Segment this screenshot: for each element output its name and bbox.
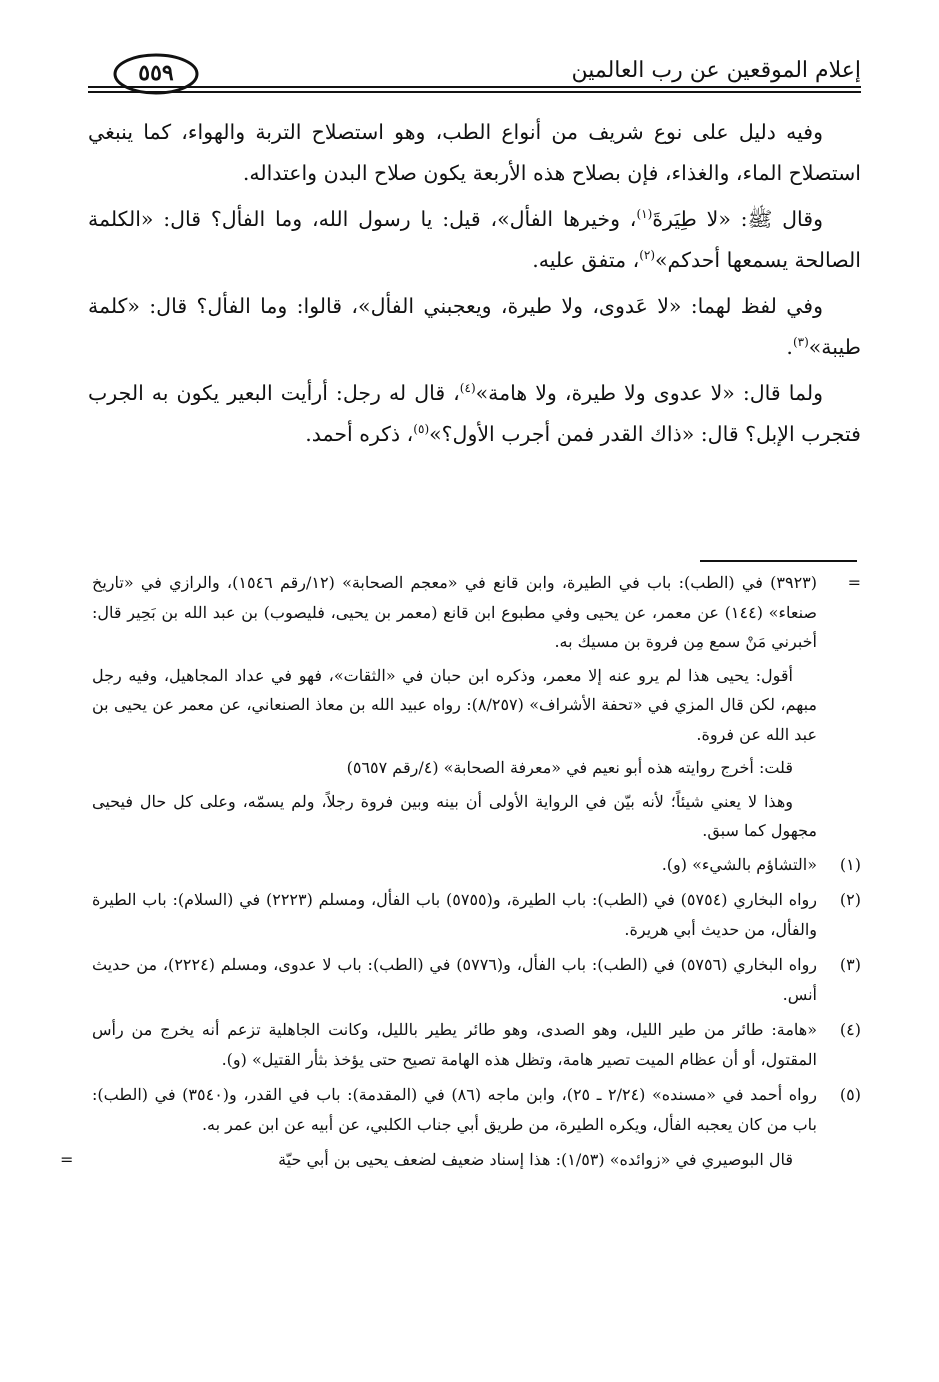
footnotes bbox=[60, 568, 861, 1179]
footnote-number: (١) bbox=[839, 854, 861, 874]
footnote-text: رواه البخاري (٥٧٥٦) في (الطب): باب الفأل، و(٥٧٧٦) في (الطب): باب لا عدوى، ومسلم (٢٢٢٤)، من حديث أنس. bbox=[92, 955, 818, 1004]
footnote-text: «التشاؤم بالشيء» (و). bbox=[661, 854, 817, 874]
footnote-number: (٣) bbox=[839, 955, 861, 974]
footnote-item bbox=[92, 885, 861, 944]
running-header-title: إعلام الموقعين عن رب العالمين bbox=[571, 58, 861, 83]
footnote-number: (٤) bbox=[839, 1020, 861, 1039]
footnote-item bbox=[92, 950, 861, 1009]
footnote-final-line bbox=[60, 1145, 861, 1175]
footnote-comment: أقول: يحيى هذا لم يرو عنه إلا معمر، وذكره ابن حبان في «الثقات»، فهو في عداد المجاهيل، وفيه رجل مبهم، لكن قال المزي في «تحفة الأشراف» (٨/٢٥٧): رواه عبيد الله بن معاذ الصنعاني، عن معمر عن يحيى بن عبد الله عن فروة. bbox=[92, 665, 817, 744]
paragraph-4 bbox=[88, 373, 861, 454]
continuation-mark-end: = bbox=[60, 1150, 74, 1169]
footnote-comment: قلت: أخرج روايته هذه أبو نعيم في «معرفة الصحابة» (٤/رقم ٥٦٥٧) bbox=[346, 758, 793, 777]
footnote-item bbox=[92, 1080, 861, 1139]
paragraph-4-text-a: ولما قال: «لا عدوى ولا طيرة، ولا هامة» bbox=[475, 381, 823, 405]
footnote-number: (٥) bbox=[839, 1085, 861, 1104]
footnote-ref-2[interactable]: (٢) bbox=[639, 247, 656, 262]
footnote-continuation-text: (٣٩٢٣) في (الطب): باب في الطيرة، وابن قانع في «معجم الصحابة» (١٢/رقم ١٥٤٦)، والرازي في «تاريخ صنعاء» (١٤٤) عن معمر، عن يحيى وفي مطبوع ابن قانع (معمر بن يحيى، فليصوب) بن عبد الله بن بَحِير قال: أخبرني مَنْ سمع مِن فروة بن مسيك به. bbox=[92, 573, 818, 651]
footnote-text: رواه البخاري (٥٧٥٤) في (الطب): باب الطيرة، و(٥٧٥٥) باب الفأل، ومسلم (٢٢٢٣) في (السلام): باب الطيرة والفأل، من حديث أبي هريرة. bbox=[92, 890, 818, 939]
page-number-badge bbox=[112, 52, 200, 96]
footnote-item bbox=[92, 1015, 861, 1074]
footnote-ref-1[interactable]: (١) bbox=[636, 207, 653, 222]
footnote-separator bbox=[700, 560, 857, 562]
header-rule-top bbox=[88, 86, 861, 88]
paragraph-3-text-b: قال: «كلمة طيبة» bbox=[88, 294, 861, 359]
footnote-text: رواه أحمد في «مسنده» (٢/٢٤ ـ ٢٥)، وابن ماجه (٨٦) في (المقدمة): باب في القدر، و(٣٥٤٠) في (الطب): باب من كان يعجبه الفأل، ويكره الطيرة، من طريق أبي جناب الكلبي، عن أبيه عن ابن عمر به. bbox=[92, 1085, 818, 1134]
header-rule-bottom bbox=[88, 91, 861, 93]
continuation-mark: = bbox=[847, 573, 861, 592]
footnote-continuation bbox=[92, 568, 861, 657]
paragraph-2-text-b: ، وخيرها الفأل»، قيل: يا رسول الله، وما الفأل؟ bbox=[210, 207, 637, 231]
paragraph-4-text-c: ، ذكره أحمد. bbox=[305, 421, 414, 446]
footnote-item bbox=[92, 850, 861, 880]
paragraph-2-text-a: وقال ﷺ: «لا طِيَرةَ bbox=[652, 207, 823, 231]
footnote-ref-4[interactable]: (٤) bbox=[459, 381, 476, 396]
paragraph-3-text-a: وفي لفظ لهما: «لا عَدوى، ولا طيرة، ويعجبني الفأل»، قالوا: وما الفأل؟ bbox=[196, 294, 824, 318]
paragraph-1-text: وفيه دليل على نوع شريف من أنواع الطب، وهو استصلاح التربة والهواء، كما ينبغي استصلاح الماء، والغذاء، فإن بصلاح هذه الأربعة يكون صلاح البدن واعتداله. bbox=[88, 120, 861, 185]
footnote-text: «هامة: طائر من طير الليل، وهو الصدى، وهو طائر يطير بالليل، وكانت الجاهلية تزعم أنه يخرج من رأس المقتول، أو أن عظام الميت تصير هامة، وتظل هذه الهامة تصيح حتى يؤخذ بثأر القتيل» (و). bbox=[92, 1020, 817, 1069]
main-text bbox=[88, 112, 861, 460]
page-number: ٥٥٩ bbox=[138, 60, 174, 86]
paragraph-3 bbox=[88, 286, 861, 367]
footnote-number: (٢) bbox=[839, 890, 861, 909]
footnote-ref-5[interactable]: (٥) bbox=[413, 421, 430, 436]
paragraph-2-text-c: قال: «الكلمة الصالحة يسمعها أحدكم» bbox=[88, 207, 861, 272]
footnote-ref-3[interactable]: (٣) bbox=[792, 334, 809, 349]
paragraph-1 bbox=[88, 112, 861, 193]
footnote-comment: وهذا لا يعني شيئاً؛ لأنه بيّن في الرواية الأولى أن بينه وبين فروة رجلاً، ولم يسمّه، وعلى كل حال فيحيى مجهول كما سبق. bbox=[92, 791, 817, 840]
paragraph-2-text-d: ، متفق عليه. bbox=[532, 247, 640, 272]
paragraph-2 bbox=[88, 199, 861, 280]
footnote-final-text: قال البوصيري في «زوائده» (١/٥٣): هذا إسناد ضعيف لضعف يحيى بن أبي حيّة bbox=[278, 1150, 793, 1169]
paragraph-3-text-c: . bbox=[786, 334, 793, 359]
paragraph-4-text-b: ، قال له رجل: أرأيت البعير يكون به الجرب فتجرب الإبل؟ قال: «ذاك القدر فمن أجرب الأول؟» bbox=[88, 381, 861, 446]
